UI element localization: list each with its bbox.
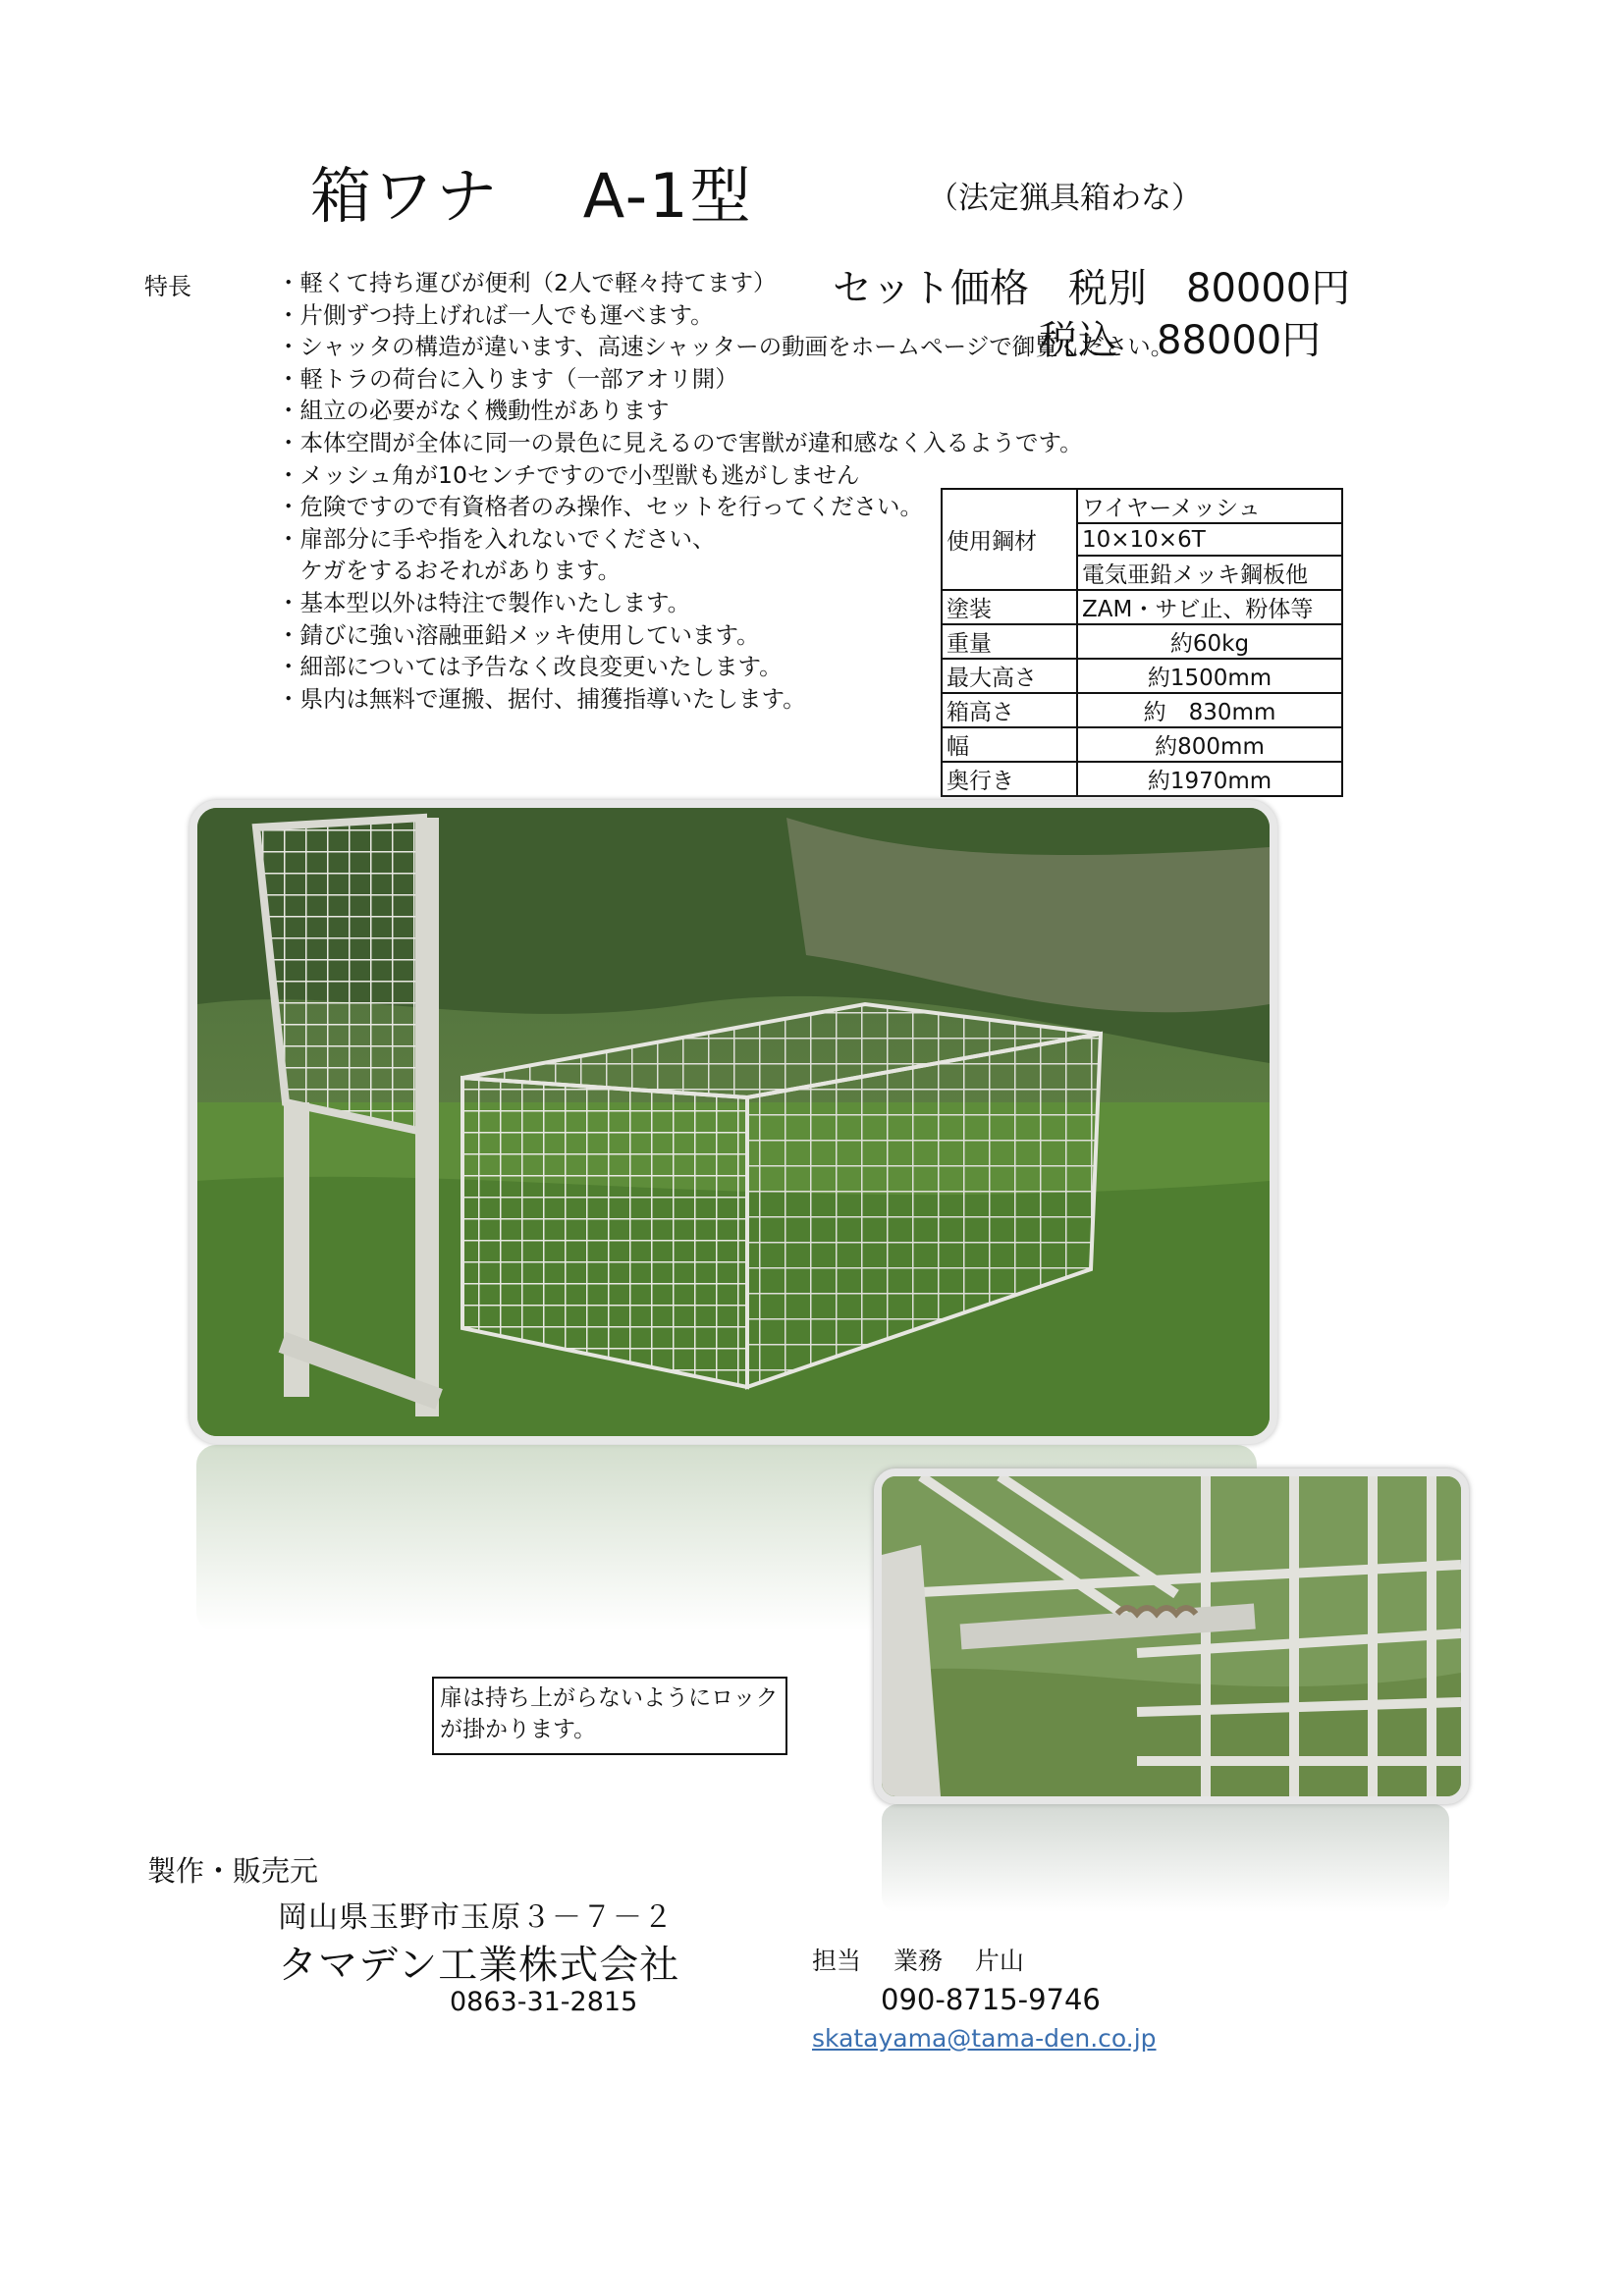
list-item: ・県内は無料で運搬、据付、捕獲指導いたします。 [277,684,806,713]
list-item: ・基本型以外は特注で製作いたします。 [277,588,691,616]
spec-label: 重量 [942,624,1077,659]
spec-value: 約60kg [1077,624,1342,659]
list-item: ・扉部分に手や指を入れないでください、 [277,524,716,553]
spec-material-line-3: 電気亜鉛メッキ鋼板他 [1077,556,1342,590]
spec-material-line-1: ワイヤーメッシュ [1077,489,1342,523]
list-item: ・軽トラの荷台に入ります（一部アオリ開） [277,364,738,393]
list-item: ケガをするおそれがあります。 [277,557,622,585]
photo-reflection [882,1804,1449,1912]
spec-label: 箱高さ [942,693,1077,727]
spec-label: 幅 [942,727,1077,762]
company-phone: 0863-31-2815 [450,1987,638,2017]
spec-value: ZAM・サビ止、粉体等 [1077,590,1342,624]
list-item: ・本体空間が全体に同一の景色に見えるので害獣が違和感なく入るようです。 [277,428,1083,456]
spec-label: 塗装 [942,590,1077,624]
list-item: ・錆びに強い溶融亜鉛メッキ使用しています。 [277,620,760,649]
contact-person: 担当 業務 片山 [812,1947,1024,1975]
spec-material-label: 使用鋼材 [942,523,1077,556]
list-item: ・軽くて持ち運びが便利（2人で軽々持てます） [277,269,777,296]
page-subtitle: （法定猟具箱わな） [928,181,1202,216]
lock-detail-photo [874,1468,1469,1804]
price-tax-included: 税込 88000円 [1039,318,1322,363]
spec-value: 約800mm [1077,727,1342,762]
table-row [942,762,1342,796]
list-item: ・メッシュ角が10センチですので小型獣も逃がしません [277,460,860,489]
spec-value: 約1970mm [1077,762,1342,796]
table-row [942,693,1342,727]
list-item: ・片側ずつ持上げれば一人でも運べます。 [277,300,714,329]
spec-value: 約1500mm [1077,659,1342,693]
features-label: 特長 [144,273,191,300]
trap-photo-main [189,800,1277,1444]
list-item: ・細部については予告なく改良変更いたします。 [277,653,783,681]
table-row [942,556,1342,590]
spec-table [941,488,1343,797]
lock-callout: 扉は持ち上がらないようにロックが掛かります。 [432,1677,787,1755]
page-title: 箱ワナ A-1型 [310,160,753,232]
list-item: ・シャッタの構造が違います、高速シャッターの動画をホームページで御覧ください。 [277,333,1174,361]
table-row [942,727,1342,762]
spec-value: 約 830mm [1077,693,1342,727]
table-row [942,489,1342,523]
company-name: タマデン工業株式会社 [278,1943,680,1988]
contact-email-link[interactable]: skatayama@tama-den.co.jp [812,2024,1157,2053]
spec-material-line-2: 10×10×6T [1077,523,1342,556]
lock-illustration [882,1476,1461,1796]
list-item: ・危険ですので有資格者のみ操作、セットを行ってください。 [277,493,923,521]
maker-address: 岡山県玉野市玉原３－７－２ [278,1900,674,1935]
maker-label: 製作・販売元 [147,1854,319,1888]
contact-phone: 090-8715-9746 [881,1983,1101,2016]
list-item: ・組立の必要がなく機動性があります [277,397,670,425]
price-set: セット価格 税別 80000円 [833,266,1351,311]
table-row [942,659,1342,693]
table-row [942,523,1342,556]
trap-illustration [197,808,1270,1436]
spec-label: 最大高さ [942,659,1077,693]
table-row [942,624,1342,659]
spec-label: 奥行き [942,762,1077,796]
table-row [942,590,1342,624]
